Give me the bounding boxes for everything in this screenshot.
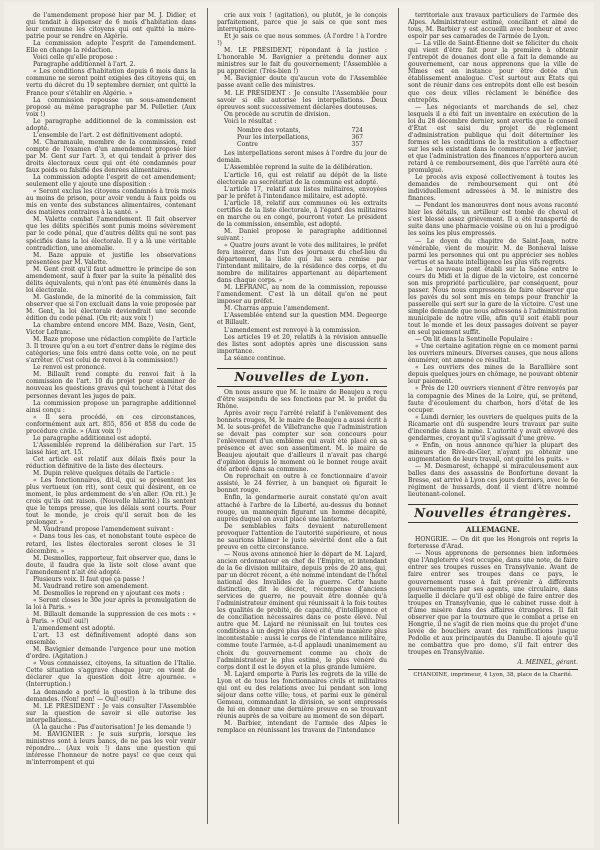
paragraph: Voici le résultat : xyxy=(224,117,277,125)
paragraph: M. Bavignier demande l'urgence pour une motion d'ordre. (Agitation.) xyxy=(26,646,196,661)
col2-text-a xyxy=(217,12,387,125)
paragraph: — La ville de Saint-Étienne doit se féliciter du choix qui vient d'être fait pour la première à obtenir l'entrepôt de douanes dont elle a fait la demande au gouvernement, car nous apprenons que la ville de Nîmes est en instance pour être dotée d'un établissement analogue. C'est surtout aux États qui sont de réunir dans ces entrepôts dont elle est besoin que ces deux villes réclament le bénéfice des entrepôts. xyxy=(408,40,578,104)
paragraph: M. LE PRÉSIDENT, répondant à la justice : L'honorable M. Bavignier a prétendu donner aux ministres sur le fait du gouvernement; l'Assemblée a pu apprécier. (Très-bien !) xyxy=(217,47,387,76)
paragraph: M. BAVIGNIER : Je suis surpris, lorsque les ministres sont à leurs bancs, de ne pas les voir venir répondre... (Aux voix !) dans une question qui intéresse l'honneur de notre pays! ce que ceux qui m'interrompent et qui xyxy=(26,730,196,766)
col3-text-a xyxy=(408,12,578,498)
paragraph: « Seront closes le 30e jour après la promulgation de la loi à Paris. » xyxy=(26,596,196,611)
paragraph: territoriale aux travaux particuliers de l'armée des Alpes. Administrateur estimé, conciliant et aimé de tous, M. Barbier y est accueilli avec bonheur et avec espoir par ses camarades de l'armée de Lyon. xyxy=(408,12,578,41)
paragraph: M. Billault demande la suppression de ces mots : « à Paris. » (Oui! oui!) xyxy=(26,610,196,626)
col2-text-b xyxy=(217,150,387,361)
paragraph: On procède au scrutin de division. xyxy=(224,110,331,118)
paragraph: M. Charras appuie l'amendement. xyxy=(224,305,330,313)
paragraph: Et je sais ce que nous sommes. (À l'ordre ! à l'ordre !) xyxy=(217,33,387,48)
column-2 xyxy=(217,12,387,824)
paragraph: La demande a porté la question à la tribune des demandes. (Non! non! — Oui! oui!) xyxy=(26,688,196,703)
paragraph: L'Assemblée reprend la suite de la délibération. xyxy=(224,164,373,172)
col2-text-c xyxy=(217,389,387,734)
column-1 xyxy=(26,12,196,824)
col1-text xyxy=(26,12,196,766)
paragraph: La commission adopte l'esprit de l'amendement. Elle en change la rédaction. xyxy=(26,40,196,55)
paragraph: Après avoir reçu l'arrêté relatif à l'enlèvement des bonnets rouges, M. le maire de Beaujeu a aussi écrit à M. le sous-préfet de Villefranche que l'administration se devait pas compter sur son concours pour l'enlèvement d'un emblème qui avait été placé en sa présence et avec son assentiment. M. le maire de Beaujeu ajoutait que d'ailleurs il n'avait pas chargé d'opinion depuis le moment où le bonnet rouge avait été arboré dans sa commune. xyxy=(217,409,387,474)
paragraph: — Le nouveau pont établi sur la Saône entre le cours du Midi et la digue de la victoire, est concerné son mis propriété particulière, par conséquent, pour passer. Nous nous empressons de faire observer que les pavés du sol sont mis en temps pour franchir la passerelle qui sert sur la gare de la victoire. C'est une simple demande que nous adressons à l'administration municipale de notre ville, afin qu'il soit établi pour tout le monde et les deux passages doivent se payer en seul paiement suffit. xyxy=(408,265,578,337)
paragraph: M. LE PRÉSIDENT : Je consulte l'Assemblée pour savoir si elle autorise les interpellations. Deux épreuves sont successivement déclarées douteuses. xyxy=(217,89,387,111)
paragraph: « Seront exclus les citoyens condamnés à trois mois au moins de prison, pour avoir vendu à faux poids ou mis en vente des substances alimentaires, contenant des matières contraires à la santé. » xyxy=(26,188,196,217)
paragraph: L'ensemble de l'art. 2 est définitivement adopté. xyxy=(33,131,183,139)
paragraph: Plusieurs voix. Il faut que ça passe ! xyxy=(33,575,145,583)
paragraph: Paragraphe additionnel à l'art. 2. xyxy=(33,61,136,69)
paragraph: « Une certaine agitation règne en ce moment parmi les ouvriers mineurs. Diverses causes, que nous allons énumérer, ont amené ce résultat. xyxy=(408,343,578,365)
paragraph: Les interpellations seront mises à l'ordre du jour de demain. xyxy=(217,150,387,165)
paragraph: On reprochait en outre à ce fonctionnaire d'avoir assisté, le 24 février, à un banquet où figurait le bonnet rouge. xyxy=(217,473,387,495)
paragraph: La séance continue. xyxy=(224,354,286,362)
paragraph: « Il sera procédé, en ces circonstances, conformément aux art. 855, 856 et 858 du code de procédure civile. » (Aux voix !) xyxy=(26,413,196,435)
paragraph: — Pendant les manœuvres dont nous avons raconté hier les détails, un artilleur est tombé de cheval et s'est blessé assez grièvement. Il a été transporté de suite dans une pharmacie voisine où on lui a prodigué les soins les plus empressés. xyxy=(408,202,578,238)
paragraph: Voici celle qu'elle propose : xyxy=(33,54,118,62)
column-divider xyxy=(207,8,208,824)
paragraph: « Lundi dernier, les ouvriers de quelques puits de la Ricamarie ont dû suspendre leurs travaux par suite d'incendie dans la mine. L'autorité y avait envoyé des gendarmes, croyant qu'il s'agissait d'une grève. xyxy=(408,413,578,442)
paragraph: L'article 18, relatif aux communes où les extraits certifiés de la liste électorale, à l'égard des militaires en marche ou en congé, pourront voter. Le président de la commission, ensemble, est adopté. xyxy=(217,199,387,228)
newspaper-page xyxy=(4,2,594,848)
paragraph: On nous assure que M. le maire de Beaujeu a reçu d'être suspendu de ses fonctions par M. le préfet du Rhône. xyxy=(217,388,387,410)
paragraph: M. Vaudrand retire son amendement. xyxy=(33,582,149,590)
paragraph: Les articles 19 et 20, relatifs à la révision annuelle des listes sont adoptés après une discussion sans importance. xyxy=(217,333,387,355)
vote-results xyxy=(237,127,387,149)
vote-row: Pour les interpellations, 367 xyxy=(237,133,363,141)
paragraph: « Enfin, on nous annonce qu'hier la plupart des mineurs de Rive-de-Gier, n'ayant pu obtenir une augmentation de leurs travail, ont quitté les puits. » xyxy=(408,441,578,463)
paragraph: L'amendement est renvoyé à la commission. xyxy=(224,326,361,334)
paragraph: Le renvoi est prononcé. xyxy=(33,364,107,372)
paragraph: de l'amendement proposé hier par M. J. Didier, et qui tendait à dispenser de 6 mois d'habitation dans leur commune les citoyens qui ont quitté la mère-patrie pour se rendre en Algérie. xyxy=(26,12,196,41)
paragraph: L'art. 13 est définitivement adopté dans son ensemble. xyxy=(26,632,196,647)
column-divider xyxy=(398,8,399,824)
paragraph: M. Daniel propose le paragraphe additionnel suivant : xyxy=(217,227,387,242)
paragraph: — Nous apprenons de personnes bien informées que l'Angleterre s'est occupée, dans une note, de faire entrer ses troupes russes en Transylvanie. Avant de faire entrer ses troupes dans ce pays, le gouvernement russe à fait prévenir à différents gouvernements par ses agents, une circulaire, dans laquelle il déclare qu'il est obligé de faire entrer des troupes en Transylvanie, que le cabinet russe doit à d'âme misère dans des affaires étrangères. Il fait observer que par la tournure que le combat a prise en Hongrie, il ne s'agit de rien moins que du projet d'une levée de boucliers avant des ramifications jusque Podolie et aux principautés du Danube. Il ajoute qu'il ne combattra que pro domo, s'il fait entrer des troupes en Transylvanie. xyxy=(408,550,578,656)
paragraph: L'article 16, qui est relatif au dépôt de la liste électorale au secrétariat de la commune est adopté. xyxy=(217,171,387,186)
paragraph: — Le doyen du chapitre de Saint-Jean, notre vénérable, vient de mourir. M. de Bonneval laisse parmi les personnes qui ont pu apprécier ses nobles vertus et sa haute intelligence les plus vifs regrets. xyxy=(408,237,578,266)
paragraph: (À la gauche : Pas d'autorisation! Je les demande !) xyxy=(33,723,192,731)
paragraph: — Nous avons annoncé hier le départ de M. Lajard, ancien ordonnateur en chef de l'Empire, et intendant de la 6e division militaire, depuis près de 20 ans, qui, par un décret récent, a été nommé intendant de l'hôtel national des Invalides de la guerre. Cette haute distinction, dit le décret, récompense d'anciens services de guerre, ne pouvait être donnée qu'à l'administrateur éminent qui réunissait à la fois toutes les qualités de probité, de capacité, d'intelligence et de conciliation nécessaires dans ce poste élevé. Nul autre que M. Lajard ne réunissait en lui toutes ces conditions à un degré plus élevé et d'une manière plus incontestable : aussi le corps de l'intendance militaire, comme toute l'armée, a-t-il applaudi unanimement au choix du gouvernement comme au choix de l'administrateur le plus estimé, le plus vénéré du corps dont il est le doyen et la plus grande lumière. xyxy=(217,550,387,671)
paragraph: crie aux voix ! (agitation), ou plutôt, je le conçois parfaitement, parce que je sais ce que sont mes interruptions. xyxy=(217,12,387,34)
vote-row: Contre 357 xyxy=(237,141,363,149)
paragraph: M. Baze appuie et justifie les observations présentées par M. Valette. xyxy=(26,251,196,266)
paragraph: Le paragraphe additionnel de la commission est adopté. xyxy=(26,117,196,132)
paragraph: De semblables faits devaient naturellement provoquer l'attention de l'autorité supérieure, et nous ne saurions blâmer le juste sévérité dont elle a fait preuve en cette circonstance. xyxy=(217,522,387,551)
paragraph: « Les fonctionnaires, dit-il, qui se présentent les plus vertueux (on rit), sont ceux qui désirent, en ce moment, le plus ardemment de s'en aller. (On rit.) Je crois qu'ils ont raison. (Nouvelle hilarité.) Ils sentent que le temps presse, que les délais sont courts. Pour tout le monde, je crois qu'il serait bon de les prolonger. » xyxy=(26,477,196,527)
section-heading-lyon: Nouvelles de Lyon. xyxy=(217,368,387,387)
paragraph: M. Desmolles le reprend en y ajoutant ces mots : xyxy=(33,589,185,597)
paragraph: « Quatre jours avant le vote des militaires, le préfet fera insérer, dans l'un des journaux du chef-lieu du département, la liste qui lui sera remise par l'intendant militaire, de la résidence des corps, et du nombre de militaires appartenant au département dans chaque corps. » xyxy=(217,241,387,285)
paragraph: Le paragraphe additionnel est adopté. xyxy=(33,434,152,442)
paragraph: La chambre entend encore MM. Baze, Vesin, Gent, Victor Lefranc. xyxy=(26,322,196,337)
paragraph: M. LE PRÉSIDENT : Je vais consulter l'Assemblée sur la question de savoir si elle autorise les interpellations... xyxy=(26,702,196,724)
paragraph: « Vous connaissez, citoyens, la situation de l'Italie. Cette situation s'aggrave chaque jour; on vient de déclarer que la question doit être ajournée. » (Interruption.) xyxy=(26,660,196,689)
paragraph: M. Vaudrand propose l'amendement suivant : xyxy=(33,526,174,534)
paragraph: L'amendement est adopté. xyxy=(33,625,116,633)
country-heading: ALLEMAGNE. xyxy=(466,525,520,535)
paragraph: — Les négociants et marchands de sel, chez lesquels il a été fait un inventaire en exécution de la loi du 28 décembre dernier, sont avertis que le conseil d'État est saisi du projet de règlement d'administration publique qui doit déterminer les formes et les conditions de la restitution a effectuer sur les sels existant dans le commerce au 1er janvier, et que l'administration des finances n'apportera aucun retard à ce remboursement, dès que l'arrêté aura été promulgué. xyxy=(408,103,578,175)
paragraph: Le procès avis exposé collectivement à toutes les demandes de remboursement qui ont été individuellement adressées à M. le ministre des finances. xyxy=(408,174,578,203)
paragraph: « Dans tous les cas, et nonobstant toute espèce de retard, les listes électorales seront closes le 31 décembre. » xyxy=(26,533,196,555)
column-3 xyxy=(408,12,578,824)
paragraph: Cet article est relatif aux délais fixés pour la réduction définitive de la liste des électeurs. xyxy=(26,455,196,470)
paragraph: M. Dupin relève quelques détails de l'article : xyxy=(33,470,175,478)
paragraph: M. Billault rend compte du renvoi fait à la commission de l'art. 10 du projet pour examiner de nouveau les questions graves qui touchent à l'état des personnes devant les juges de paix. xyxy=(26,371,196,400)
paragraph: M. Gaslonde, de la minorité de la commission, fait observer que si l'on excluait dans la voie proposée par M. Gent, la loi électorale deviendrait une seconde édition du code pénal. (On rit; aux voix !) xyxy=(26,293,196,323)
section-heading-foreign: Nouvelles étrangères. xyxy=(408,504,578,523)
paragraph: M. Baze propose une rédaction complète de l'article 3. Il trouve qu'on a eu tort d'entrer dans le régime des catégories; une fois entré dans cette voie, on ne peut s'arrêter. (C'est celui de renvoi à la commission!) xyxy=(26,336,196,365)
paragraph: — M. Desmarest, échappé si miraculeusement aux balles dans des assassins de Bonfortune devant la Bresse, est arrivé à Lyon ces jours derniers, avec le 6e régiment de hussards, dont il vient d'être nommé lieutenant-colonel. xyxy=(408,463,578,499)
imprint: CHANOINE, imprimeur, 4 Lyon, 38, place de la Charité. xyxy=(408,669,578,679)
paragraph: La commission adopte l'esprit de cet amendement; seulement elle y ajoute une disposition : xyxy=(26,174,196,189)
paragraph: Enfin, la gendarmerie aurait constaté qu'on avait attaché à l'arbre de la Liberté, au-dessus du bonnet rouge, un mannequin figurant un homme décapité, auprès duquel on avait placé une lanterne. xyxy=(217,494,387,523)
paragraph: M. Desmolles, rapporteur, fait observer que, dans le doute, il faudra que la liste soit close avant que l'amendement n'ait été adopté. xyxy=(26,554,196,576)
paragraph: « Les conditions d'habitation depuis 6 mois dans la commune ne seront point exigées des citoyens qui, en vertu du décret du 19 septembre dernier, ont quitté la France pour s'établir en Algérie. » xyxy=(26,68,196,97)
paragraph: « Près de 120 ouvriers viennent d'être renvoyés par la compagnie des Mines de la Loire, qui, se prétend, faute d'écoulement du charbon, hors d'état de les occuper. xyxy=(408,385,578,414)
signature: A. MEINEL, gérant. xyxy=(517,659,578,667)
paragraph: L'Assemblée reprend la délibération sur l'art. 15 laissé hier, art. 15. xyxy=(26,441,196,456)
vote-row: Nombre des votants, 724 xyxy=(237,126,363,134)
paragraph: La commission propose un paragraphe additionnel ainsi conçu : xyxy=(26,399,196,414)
paragraph: L'article 17, relatif aux listes militaires, envoyées par le préfet à l'intendance militaire, est adopté. xyxy=(217,185,387,200)
paragraph: M. LEFRANC, au nom de la commission, repousse l'amendement. C'est là un détail qu'on ne peut imposer au préfet. xyxy=(217,284,387,306)
paragraph: — On lit dans la Sentinelle Populaire : xyxy=(415,336,533,344)
paragraph: M. Valette combat l'amendement. Il fait observer que les délits spécifiés sont punis moins sévèrement par le code pénal, que d'autres délits qui ne sont pas spécifiés dans la loi électorale. Il y a là une véritable contradiction, une anomalie. xyxy=(26,216,196,252)
paragraph: M. Bavignier doute qu'aucun vote de l'Assemblée passe avant celle des ministres. xyxy=(217,75,387,90)
paragraph: L'Assemblée entend sur la question MM. Degeorge et Billault. xyxy=(217,312,387,327)
paragraph: M. Lajard emporte à Paris les regrets de la ville de Lyon et de tous les fonctionnaires civils et militaires qui ont eu des relations avec lui pendant son long séjour dans cette ville; tous, et parmi eux le général Gemeau, commandant la division, se sont empressés de lui en donner une dernière preuve en se trouvant réunis auprès de sa voiture au moment de son départ. xyxy=(217,670,387,720)
paragraph: M. Barbier, intendant de l'armée des Alpes le remplace en réunissant les travaux de l'intendance xyxy=(217,719,387,735)
paragraph: HONGRIE. — On dit que les Hongrois ont repris la forteresse d'Arad. xyxy=(408,536,578,551)
paragraph: « Les ouvriers des mines de la Barallière sont depuis quelques jours en chômage, ne pouvant obtenir leur paiement. xyxy=(408,364,578,386)
col3-text-b xyxy=(408,536,578,656)
paragraph: M. Gent croit qu'il faut admettre le principe de son amendement, sauf à fixer par la suite la pénalité des délits équivalents, qui n'ont pas été énumérés dans la loi électorale. xyxy=(26,265,196,294)
paragraph: La commission repousse un sous-amendement proposé au même paragraphe par M. Pelletier. (Aux voix !) xyxy=(26,96,196,118)
paragraph: M. Charamaule, membre de la commission, rend compte de l'examen d'un amendement proposé hier par M. Gent sur l'art. 3, et qui tendait à priver des droits électoraux ceux qui ont été condamnés pour faux poids ou falsifié des denrées alimentaires. xyxy=(26,138,196,175)
